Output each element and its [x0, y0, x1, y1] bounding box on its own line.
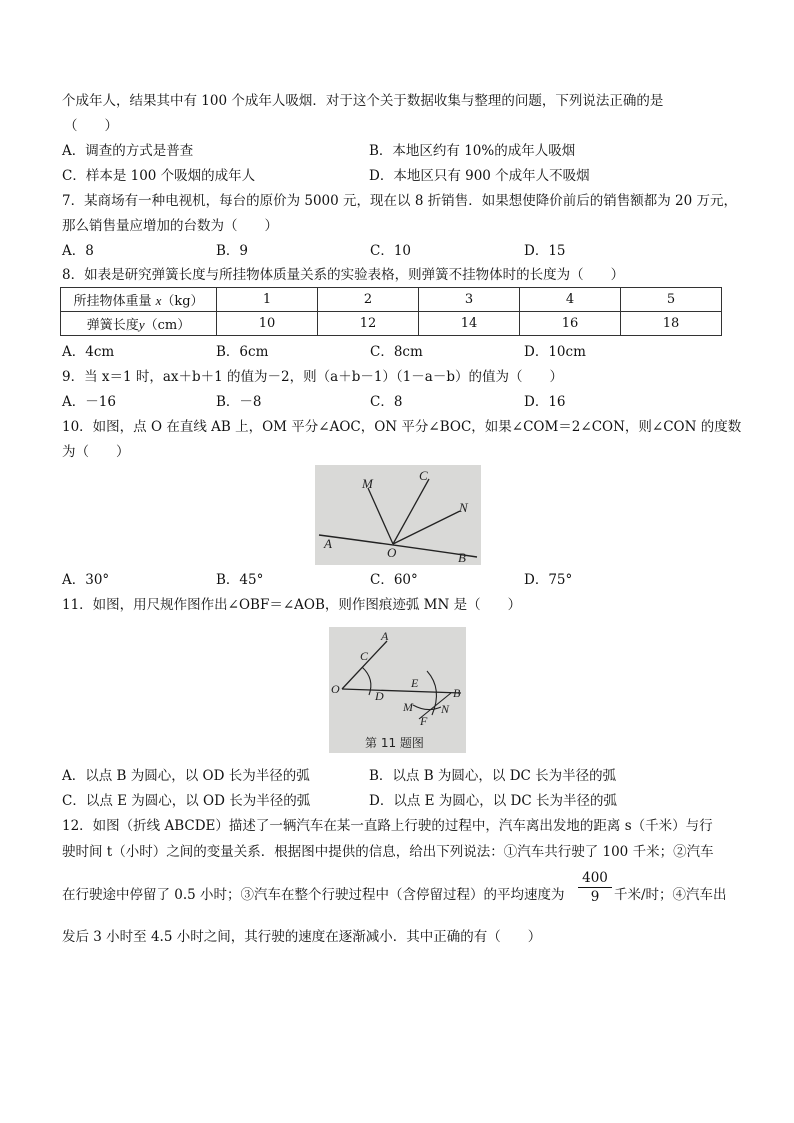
q12-text-line2: 驶时间 t（小时）之间的变量关系．根据图中提供的信息，给出下列说法：①汽车共行驶了 100 千米；②汽车 [62, 844, 714, 860]
label-f: F [420, 714, 428, 728]
q9-option-b: B．－8 [216, 394, 262, 410]
q8-text-line1: 8．如表是研究弹簧长度与所挂物体质量关系的实验表格，则弹簧不挂物体时的长度为（ ） [62, 267, 625, 283]
arc-cd [362, 667, 371, 695]
label-n: N [441, 702, 450, 716]
arc-mn [413, 705, 441, 710]
label-b: B [453, 686, 461, 700]
q11-option-d: D．以点 E 为圆心，以 DC 长为半径的弧 [369, 793, 617, 809]
fraction-400-over-9 [578, 869, 612, 906]
q11-text-line1: 11．如图，用尺规作图作出∠OBF＝∠AOB，则作图痕迹弧 MN 是（ ） [62, 597, 522, 613]
q11-figure [329, 627, 466, 753]
ray-om [368, 488, 393, 544]
q8-experiment-table [60, 287, 722, 336]
q7-option-d: D．15 [524, 243, 566, 259]
figure-caption: 第 11 题图 [365, 736, 424, 750]
label-e: E [411, 676, 419, 690]
ray-on [393, 511, 460, 544]
q6-option-b: B．本地区约有 10%的成年人吸烟 [369, 143, 576, 159]
q8-option-a: A．4cm [62, 344, 115, 360]
label-o: O [331, 682, 340, 696]
table-header-length: 弹簧长度y（cm） [61, 312, 217, 336]
q7-option-a: A．8 [62, 243, 94, 259]
table-cell: 16 [520, 312, 621, 336]
label-b: B [458, 550, 466, 565]
q7-text-line2: 那么销售量应增加的台数为（ ） [62, 218, 278, 234]
ray-ob [342, 689, 461, 693]
table-cell: 18 [621, 312, 722, 336]
q7-option-b: B．9 [216, 243, 249, 259]
q6-option-c: C．样本是 100 个吸烟的成年人 [62, 168, 256, 184]
line-ab [319, 535, 477, 557]
q10-text-line2: 为（ ） [62, 444, 130, 460]
q6-answer-blank: （ ） [64, 118, 118, 134]
q11-figure-drawing [329, 627, 466, 753]
label-m: M [362, 476, 373, 491]
q9-text-line1: 9．当 x＝1 时，ax＋b＋1 的值为－2，则（a＋b－1）（1－a－b）的值为（ ） [62, 369, 563, 385]
q6-text-line1: 个成年人，结果其中有 100 个成年人吸烟．对于这个关于数据收集与整理的问题，下列说法正确的是 [62, 93, 664, 109]
q10-text-line1: 10．如图，点 O 在直线 AB 上，OM 平分∠AOC，ON 平分∠BOC，如果∠COM＝2∠CON，则∠CON 的度数 [62, 419, 742, 435]
q9-option-d: D．16 [524, 394, 566, 410]
q8-option-b: B．6cm [216, 344, 269, 360]
fraction-numerator: 400 [578, 869, 612, 888]
table-cell: 5 [621, 288, 722, 312]
table-row [61, 312, 722, 336]
q8-option-c: C．8cm [370, 344, 423, 360]
table-cell: 2 [318, 288, 419, 312]
q10-option-a: A．30° [62, 572, 110, 588]
table-cell: 1 [217, 288, 318, 312]
q10-option-d: D．75° [524, 572, 573, 588]
q10-option-c: C．60° [370, 572, 418, 588]
label-m: M [403, 700, 413, 714]
q11-option-c: C．以点 E 为圆心，以 OD 长为半径的弧 [62, 793, 311, 809]
q8-option-d: D．10cm [524, 344, 586, 360]
label-a: A [324, 536, 332, 551]
label-n: N [459, 500, 468, 515]
q6-option-a: A．调查的方式是普查 [62, 143, 194, 159]
table-cell: 4 [520, 288, 621, 312]
label-c: C [419, 468, 428, 483]
q7-option-c: C．10 [370, 243, 412, 259]
q11-option-b: B．以点 B 为圆心，以 DC 长为半径的弧 [369, 768, 617, 784]
q10-figure [315, 465, 481, 565]
label-d: D [375, 689, 384, 703]
q12-text-line4: 发后 3 小时至 4.5 小时之间，其行驶的速度在逐渐减小．其中正确的有（ ） [62, 929, 542, 945]
table-cell: 12 [318, 312, 419, 336]
q10-figure-drawing [315, 465, 481, 565]
q7-text-line1: 7．某商场有一种电视机，每台的原价为 5000 元，现在以 8 折销售．如果想使降价前后的销售额都为 20 万元， [62, 193, 737, 209]
label-c: C [360, 649, 369, 663]
q9-option-c: C．8 [370, 394, 403, 410]
q12-text-line3-pre: 在行驶途中停留了 0.5 小时；③汽车在整个行驶过程中（含停留过程）的平均速度为 [62, 887, 565, 903]
table-header-mass: 所挂物体重量 x（kg） [61, 288, 217, 312]
fraction-denominator: 9 [590, 889, 600, 905]
table-cell: 3 [419, 288, 520, 312]
q11-option-a: A．以点 B 为圆心，以 OD 长为半径的弧 [62, 768, 310, 784]
label-o: O [387, 545, 397, 560]
q9-option-a: A．－16 [62, 394, 116, 410]
table-cell: 14 [419, 312, 520, 336]
label-a: A [381, 629, 389, 643]
ray-oc [393, 479, 429, 544]
q12-text-line3-post: 千米/时；④汽车出 [614, 887, 727, 903]
q10-option-b: B．45° [216, 572, 264, 588]
q6-option-d: D．本地区只有 900 个成年人不吸烟 [369, 168, 590, 184]
table-row [61, 288, 722, 312]
table-cell: 10 [217, 312, 318, 336]
q12-text-line1: 12．如图（折线 ABCDE）描述了一辆汽车在某一直路上行驶的过程中，汽车离出发地的距离 s（千米）与行 [62, 818, 713, 834]
